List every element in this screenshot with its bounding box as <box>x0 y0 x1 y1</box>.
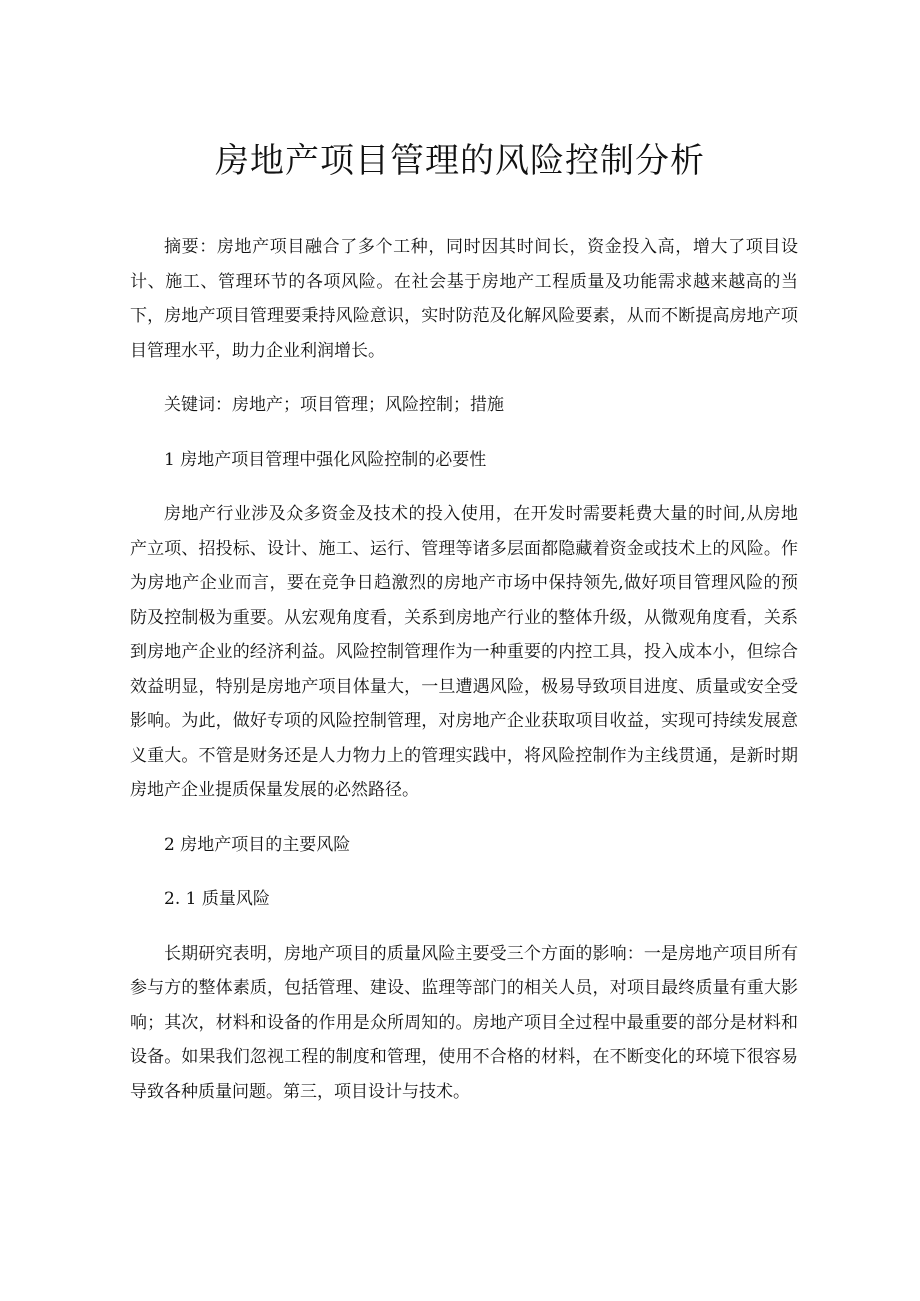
page-title: 房地产项目管理的风险控制分析 <box>215 141 705 181</box>
abstract-paragraph: 摘要：房地产项目融合了多个工种，同时因其时间长，资金投入高，增大了项目设计、施工、管理环节的各项风险。在社会基于房地产工程质量及功能需求越来越高的当下，房地产项目管理要秉持风险意识，实时防范及化解风险要素，从而不断提高房地产项目管理水平，助力企业利润增长。 <box>130 237 798 361</box>
document-body <box>130 230 798 1129</box>
keywords-line: 关键词：房地产；项目管理；风险控制；措施 <box>164 395 504 415</box>
section-1-heading: 1 房地产项目管理中强化风险控制的必要性 <box>164 449 487 470</box>
section-2-1-paragraph: 长期研究表明，房地产项目的质量风险主要受三个方面的影响：一是房地产项目所有参与方的整体素质，包括管理、建设、监理等部门的相关人员，对项目最终质量有重大影响；其次，材料和设备的作用是众所周知的。房地产项目全过程中最重要的部分是材料和设备。如果我们忽视工程的制度和管理，使用不合格的材料，在不断变化的环境下很容易导致各种质量问题。第三，项目设计与技术。 <box>130 943 798 1102</box>
section-2-1-heading: 2. 1 质量风险 <box>164 889 270 909</box>
section-1-paragraph: 房地产行业涉及众多资金及技术的投入使用，在开发时需要耗费大量的时间,从房地产立项、招投标、设计、施工、运行、管理等诸多层面都隐藏着资金或技术上的风险。作为房地产企业而言，要在竞争日趋激烈的房地产市场中保持领先,做好项目管理风险的预防及控制极为重要。从宏观角度看，关系到房地产行业的整体升级，从微观角度看，关系到房地产企业的经济利益。风险控制管理作为一种重要的内控工具，投入成本小，但综合效益明显，特别是房地产项目体量大，一旦遭遇风险，极易导致项目进度、质量或安全受影响。为此，做好专项的风险控制管理，对房地产企业获取项目收益，实现可持续发展意义重大。不管是财务还是人力物力上的管理实践中，将风险控制作为主线贯通，是新时期房地产企业提质保量发展的必然路径。 <box>130 504 798 800</box>
section-2-heading: 2 房地产项目的主要风险 <box>164 834 351 855</box>
